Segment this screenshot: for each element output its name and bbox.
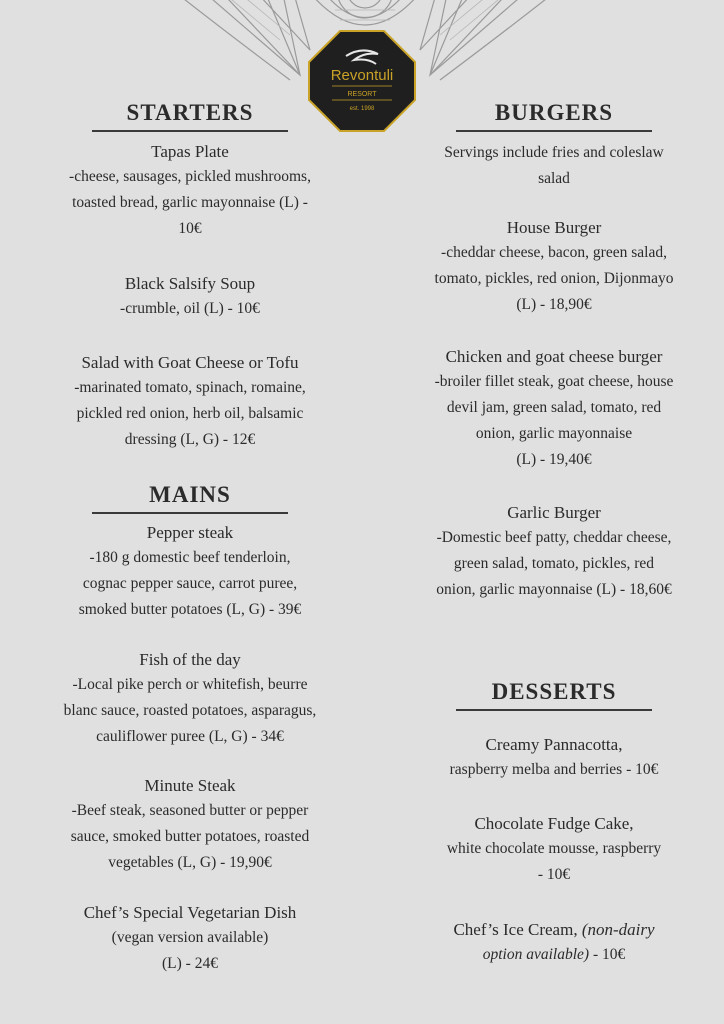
dish-name: Creamy Pannacotta, — [485, 735, 623, 754]
burgers-title: BURGERS — [494, 100, 614, 125]
menu-item — [392, 501, 716, 603]
burgers-header — [392, 100, 716, 132]
dish-name: Chef’s Special Vegetarian Dish — [83, 903, 297, 922]
starters-title: STARTERS — [126, 100, 254, 125]
menu-item — [392, 345, 716, 473]
dish-name: Chicken and goat cheese burger — [445, 347, 663, 366]
menu-item — [392, 812, 716, 888]
dish-desc: -180 g domestic beef tenderloin, cognac pepper sauce, carrot puree, smoked butter potatoes (L, G) - 39€ — [78, 549, 302, 618]
dish-name: Chocolate Fudge Cake, — [474, 814, 634, 833]
burgers-note: Servings include fries and coleslaw salad — [444, 144, 664, 187]
dish-desc: white chocolate mousse, raspberry - 10€ — [446, 840, 662, 883]
menu-item — [392, 918, 716, 968]
dish-desc: raspberry melba and berries - 10€ — [449, 761, 659, 778]
dish-name — [392, 918, 716, 942]
dish-desc: -Beef steak, seasoned butter or pepper sauce, smoked butter potatoes, roasted vegetables (L, G) - 19,90€ — [70, 802, 310, 871]
dish-desc-italic: option available) — [482, 946, 590, 963]
burgers-rule — [456, 130, 652, 132]
dish-desc: (vegan version available) (L) - 24€ — [111, 929, 269, 972]
starters-rule — [92, 130, 288, 132]
mains-rule — [92, 512, 288, 514]
dish-name-italic: (non-dairy — [581, 920, 655, 939]
menu-item — [20, 272, 360, 322]
dish-name: Minute Steak — [144, 776, 236, 795]
dish-name: Pepper steak — [146, 523, 234, 542]
mains-header — [20, 482, 360, 514]
dish-name-text: Chef’s Ice Cream, — [453, 920, 578, 939]
menu-item — [392, 216, 716, 318]
starters-header — [20, 100, 360, 132]
desserts-rule — [456, 709, 652, 711]
dish-name: Fish of the day — [139, 650, 241, 669]
menu-item — [20, 521, 360, 623]
dish-name: Garlic Burger — [507, 503, 601, 522]
burgers-note-block — [392, 140, 716, 192]
menu-item — [20, 648, 360, 750]
dish-name: Tapas Plate — [151, 142, 229, 161]
logo-brand: Revontuli — [330, 67, 394, 84]
dish-desc — [392, 942, 716, 968]
dish-name: House Burger — [506, 218, 602, 237]
dish-desc: -Domestic beef patty, cheddar cheese, green salad, tomato, pickles, red onion, garlic mayonnaise (L) - 18,60€ — [436, 529, 672, 598]
dish-desc-price: - 10€ — [589, 946, 626, 963]
menu-item — [392, 733, 716, 783]
dish-name: Black Salsify Soup — [124, 274, 256, 293]
menu-item — [20, 351, 360, 453]
mains-title: MAINS — [149, 482, 231, 507]
dish-desc: -cheddar cheese, bacon, green salad, tomato, pickles, red onion, Dijonmayo (L) - 18,90€ — [434, 244, 674, 313]
dish-desc: -cheese, sausages, pickled mushrooms, toasted bread, garlic mayonnaise (L) - 10€ — [69, 168, 311, 237]
desserts-header — [392, 679, 716, 711]
menu-item — [20, 140, 360, 242]
dish-desc: -broiler fillet steak, goat cheese, house devil jam, green salad, tomato, red onion, garlic mayonnaise (L) - 19,40€ — [434, 373, 674, 468]
dish-desc: -Local pike perch or whitefish, beurre blanc sauce, roasted potatoes, asparagus, cauliflower puree (L, G) - 34€ — [63, 676, 317, 745]
dish-name: Salad with Goat Cheese or Tofu — [81, 353, 299, 372]
menu-item — [20, 901, 360, 977]
logo-sub: RESORT — [347, 91, 377, 98]
menu-item — [20, 774, 360, 876]
logo-est: est. 1998 — [349, 106, 375, 112]
dish-desc: -crumble, oil (L) - 10€ — [120, 300, 260, 317]
dish-desc: -marinated tomato, spinach, romaine, pickled red onion, herb oil, balsamic dressing (L, G) - 12€ — [74, 379, 306, 448]
desserts-title: DESSERTS — [491, 679, 617, 704]
